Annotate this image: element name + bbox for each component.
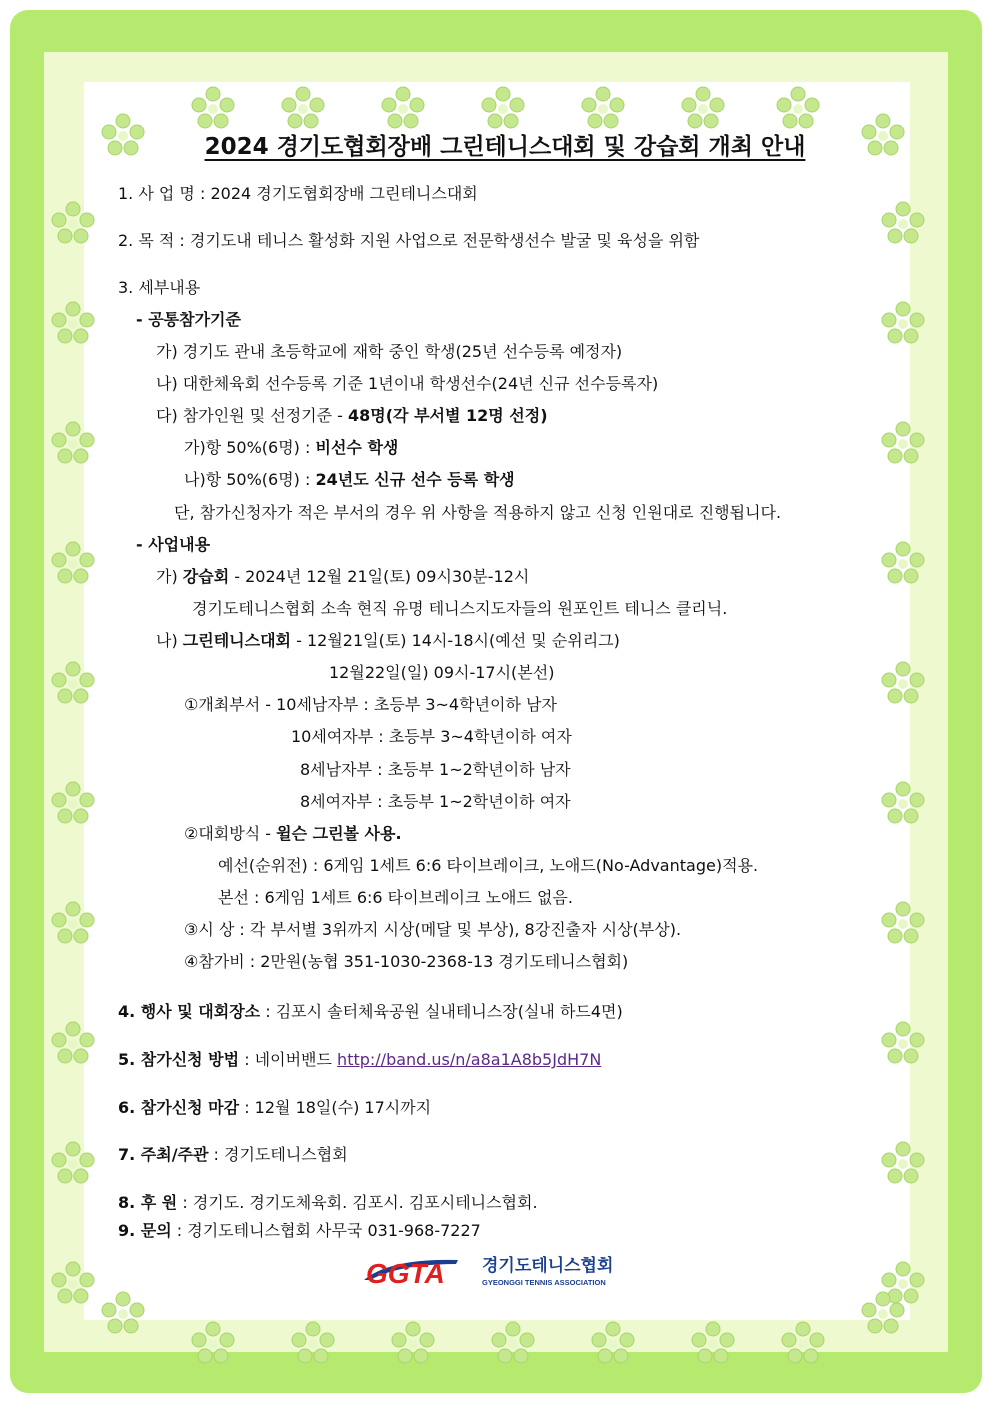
- item-5: [118, 1050, 601, 1070]
- item-2: [118, 231, 699, 251]
- common-criteria-na: 나) 대한체육회 선수등록 기준 1년이내 학생선수(24년 신규 선수등록자): [156, 374, 659, 393]
- item-9: [118, 1221, 481, 1241]
- entry-fee: ④참가비 : 2만원(농협 351-1030-2368-13 경기도테니스협회): [184, 952, 629, 971]
- business-ga-time: - 2024년 12월 21일(토) 09시30분-12시: [234, 567, 530, 586]
- ratio-rule-1-bold: 비선수 학생: [315, 438, 399, 457]
- item-1-text: 2024 경기도협회장배 그린테니스대회: [210, 184, 478, 203]
- business-heading: - 사업내용: [136, 535, 211, 554]
- item-7: [118, 1145, 348, 1165]
- page-title: 2024 경기도협회장배 그린테니스대회 및 강습회 개최 안내: [204, 134, 806, 160]
- competition-method-bold: 윌슨 그린볼 사용.: [276, 824, 402, 843]
- item-2-label: 2. 목 적 :: [118, 231, 185, 250]
- common-criteria-da: [156, 406, 548, 426]
- main-rule: 본선 : 6게임 1세트 6:6 타이브레이크 노애드 없음.: [218, 888, 573, 907]
- competition-method: [184, 824, 402, 844]
- logo-mark: GGTA: [366, 1258, 445, 1289]
- business-ga-prefix: 가): [156, 567, 178, 586]
- business-na-time: - 12월21일(토) 14시-18시(예선 및 순위리그): [296, 631, 620, 650]
- ratio-rule-2-bold: 24년도 신규 선수 등록 학생: [315, 470, 515, 489]
- item-8-text: : 경기도. 경기도체육회. 김포시. 김포시테니스협회.: [182, 1193, 538, 1212]
- item-6-label: 6. 참가신청 마감: [118, 1098, 240, 1117]
- common-criteria-heading: - 공통참가기준: [136, 310, 241, 329]
- item-3-label: 3. 세부내용: [118, 278, 201, 297]
- ggta-logo: [360, 1250, 628, 1290]
- item-8: [118, 1193, 538, 1213]
- division-2: 10세여자부 : 초등부 3~4학년이하 여자: [291, 727, 572, 746]
- business-ga-desc: 경기도테니스협회 소속 현직 유명 테니스지도자들의 원포인트 테니스 클리닉.: [192, 599, 728, 618]
- ratio-rule-1-text: 가)항 50%(6명) :: [184, 438, 311, 457]
- item-4-label: 4. 행사 및 대회장소: [118, 1002, 261, 1021]
- item-7-label: 7. 주최/주관: [118, 1145, 209, 1164]
- division-4: 8세여자부 : 초등부 1~2학년이하 여자: [300, 792, 571, 811]
- division-3: 8세남자부 : 초등부 1~2학년이하 남자: [300, 760, 571, 779]
- award-rule: ③시 상 : 각 부서별 3위까지 시상(메달 및 부상), 8강진출자 시상(부상).: [184, 920, 682, 939]
- item-4: [118, 1002, 623, 1022]
- business-na-bold: 그린테니스대회: [182, 631, 291, 650]
- business-na: [156, 631, 620, 651]
- division-1: ①개최부서 - 10세남자부 : 초등부 3~4학년이하 남자: [184, 695, 557, 714]
- item-5-label: 5. 참가신청 방법: [118, 1050, 240, 1069]
- ratio-rule-2: [184, 470, 515, 490]
- band-link[interactable]: http://band.us/n/a8a1A8b5JdH7N: [337, 1050, 602, 1069]
- item-7-text: : 경기도테니스협회: [213, 1145, 348, 1164]
- ratio-rule-2-text: 나)항 50%(6명) :: [184, 470, 311, 489]
- business-ga-bold: 강습회: [182, 567, 230, 586]
- item-4-text: : 김포시 솔터체육공원 실내테니스장(실내 하드4면): [265, 1002, 623, 1021]
- criteria-da-bold: 48명(각 부서별 12명 선정): [348, 406, 548, 425]
- criteria-note: 단, 참가신청자가 적은 부서의 경우 위 사항을 적용하지 않고 신청 인원대로 진행됩니다.: [174, 503, 782, 522]
- common-criteria-ga: 가) 경기도 관내 초등학교에 재학 중인 학생(25년 선수등록 예정자): [156, 342, 623, 361]
- ratio-rule-1: [184, 438, 398, 458]
- logo-name-en: GYEONGGI TENNIS ASSOCIATION: [482, 1278, 606, 1287]
- item-1-label: 1. 사 업 명 :: [118, 184, 206, 203]
- business-ga: [156, 567, 529, 587]
- item-2-text: 경기도내 테니스 활성화 지원 사업으로 전문학생선수 발굴 및 육성을 위함: [189, 231, 700, 250]
- item-9-label: 9. 문의: [118, 1221, 172, 1240]
- prelim-rule: 예선(순위전) : 6게임 1세트 6:6 타이브레이크, 노애드(No-Advantage)적용.: [218, 856, 759, 875]
- logo-name-ko: 경기도테니스협회: [482, 1256, 614, 1276]
- item-6-text: : 12월 18일(수) 17시까지: [244, 1098, 432, 1117]
- criteria-da-text: 다) 참가인원 및 선정기준 -: [156, 406, 343, 425]
- competition-method-text: ②대회방식 -: [184, 824, 272, 843]
- item-8-label: 8. 후 원: [118, 1193, 178, 1212]
- item-5-text: : 네이버밴드: [244, 1050, 332, 1069]
- item-9-text: : 경기도테니스협회 사무국 031-968-7227: [176, 1221, 481, 1240]
- business-na-time-2: 12월22일(일) 09시-17시(본선): [329, 663, 555, 682]
- business-na-prefix: 나): [156, 631, 178, 650]
- item-6: [118, 1098, 431, 1118]
- item-1: [118, 184, 478, 204]
